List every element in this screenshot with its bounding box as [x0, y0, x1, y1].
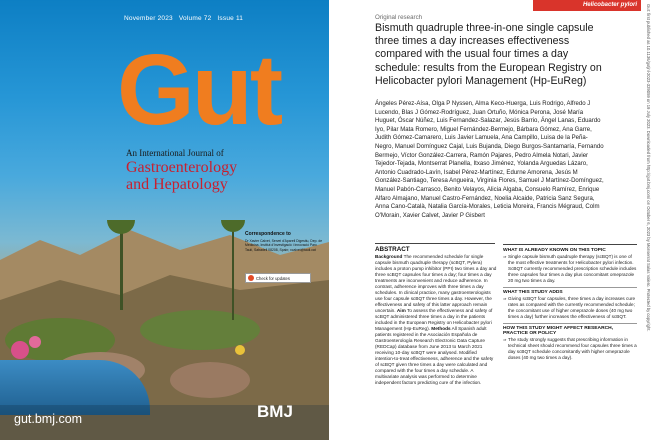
adds-heading: WHAT THIS STUDY ADDS: [503, 290, 563, 296]
journal-subtitle: [126, 159, 326, 193]
vertical-citation-text: Gut: first published as 10.1136/gutjnl-2023-329059 on 19 July 2023. Downloaded from http://gut.bmj.com/ on October 6, 2023 by Monserrat Salas Valero. Protected by copyright.: [646, 4, 651, 332]
box-divider: [503, 323, 637, 324]
check-for-updates-button[interactable]: [245, 273, 311, 283]
abstract-rule: [375, 243, 495, 244]
vertical-citation-note: [642, 4, 652, 436]
article-page: [331, 0, 654, 440]
abstract-aim-label: Aim: [396, 308, 406, 314]
impact-heading: HOW THIS STUDY MIGHT AFFECT RESEARCH, PRACTICE OR POLICY: [503, 326, 614, 337]
correspondence-text: Dr Xavier Calvet, Servei d'Aparell Digestiu, Dep. de Medicina, Institut d'Investigació i Innovació Parc Taulí, Sabadell 08208, Spain; xcalvet@tauli.cat: [245, 239, 323, 252]
article-title: Bismuth quadruple three-in-one single capsule three times a day increases effectiveness compared with the usual four times a day schedule: results from the European Registry on Helicobacter pylori Management (Hp-EuReg): [375, 22, 602, 87]
journal-site-link[interactable]: gut.bmj.com: [14, 412, 83, 426]
section-label: Original research: [375, 14, 423, 21]
abstract-body: [375, 254, 497, 386]
cover-issue-line: [124, 15, 247, 22]
author-list: Ángeles Pérez-Aísa, Olga P Nyssen, Alma Keco-Huerga, Luis Rodrigo, Alfredo J Lucendo, Blas J Gómez-Rodríguez, Juan Ortuño, Mónica Perona, José María Huguet, Óscar Núñez, Luis Fernandez-Salazar, Jesús Barrio, Ángel Lanas, Eduardo Iyo, Pilar Mata Romero, Miguel Fernández-Bermejo, Bárbara Gómez, Ana Garre, Judith Gómez-Camarero, Luis Javier Lamuela, Ana Campillo, Luisa de la Peña-Negro, Manuel Domínguez Cajal, Luis Bujanda, Diego Burgos-Santamaría, Fernando Bermejo, Víctor González-Carrera, Ramón Pajares, Pedro Almela Notari, Javier Tejedor-Tejada, Montserrat Planella, Itxaso Jiménez, Yolanda Arguedas Lázaro, Antonio Cuadrado-Lavín, Isabel Pérez-Martínez, Edurne Amorena, Jesús M González-Santiago, Teresa Angueira, Virginia Flores, Samuel J Martínez-Domínguez, Manuel Pabón-Carrasco, Benito Velayos, Alicia Algaba, Consuelo Ramírez, Enrique Alfaro Almajano, Manuel Castro-Fernández, Noelia Alcaide, Patricia Sanz Segura, Anna Cano-Català, Natalia García-Morales, Leticia Moreira, Francis Mégraud, Colm O'Morain, Xavier Calvet, Javier P Gisbert: [375, 101, 604, 219]
cover-volume: Volume 72: [178, 15, 212, 22]
publisher-logo: BMJ: [257, 402, 293, 421]
abstract-background-text: The recommended schedule for single capsule bismuth quadruple therapy (scBQT, Pylera) includes a proton pump inhibitor (PPI) two times a day and three scBQT capsules four times a day; four times a day treatments are inconvenient and reduce adherence. In contrast, adherence improves with three times a day schedules. In clinical practice, many gastroenterologists use four capsule scBQT three times a day. However, the effectiveness and safety of this latter approach remain uncertain.: [375, 254, 497, 314]
known-heading: WHAT IS ALREADY KNOWN ON THIS TOPIC: [503, 248, 606, 253]
topic-band: Helicobacter pylori: [533, 0, 641, 11]
check-for-updates-label: Check for updates: [256, 275, 290, 281]
cover-issue-number: Issue 11: [217, 15, 244, 22]
abstract-methods-text: All Spanish adult patients registered in the Asociación Española de Gastroenterología Research Electronic Data Capture (REDCap) database from June 2013 to March 2021 receiving 10-day scBQT were analysed. Modified intention-to-treat effectiveness, adherence and the safety of scBQT given three times a day were calculated and compared with the four times a day schedule. A multivariate analysis was performed to determine independent factors predicting cure of the infection.: [375, 326, 494, 386]
journal-logo: Gut: [117, 34, 281, 146]
abstract-background-label: Background: [375, 254, 403, 259]
journal-subtitle-line1: Gastroenterology: [126, 159, 238, 176]
key-messages-box: [503, 244, 637, 434]
known-item: ⇒ Single capsule bismuth quadruple therapy (scBQT) is one of the most effective treatments for Helicobacter pylori infection. ScBQT currently recommended prescription schedule includes three capsules four times a day plus concomitant omeprazole 20 mg two times a day.: [503, 254, 637, 284]
box-divider: [503, 287, 637, 288]
journal-subtitle-small: An International Journal of: [126, 148, 224, 158]
journal-subtitle-line2: and Hepatology: [126, 176, 228, 193]
correspondence-label: Correspondence to: [245, 231, 291, 237]
abstract-heading: ABSTRACT: [375, 246, 410, 253]
impact-item: ⇒ The study strongly suggests that prescribing information in technical sheet should recommend four capsules three times a day scBQT schedule concomitantly with higher omeprazole doses (40 mg two times a day).: [503, 337, 637, 361]
updates-icon: [248, 275, 254, 281]
adds-item: ⇒ Giving scBQT four capsules, three times a day increases cure rates as compared with the currently recommended schedule; the concomitant use of higher omeprazole doses (40 mg two times a day) further increases the effectiveness of scBQT.: [503, 296, 637, 320]
abstract-methods-label: Methods: [431, 326, 451, 332]
cover-issue-date: November 2023: [124, 15, 173, 22]
abstract-aim-text: To assess the effectiveness and safety of scBQT administered three times a day in the patients included in the European Registry on Helicobacter pylori Management (Hp-EuReg).: [375, 308, 493, 332]
